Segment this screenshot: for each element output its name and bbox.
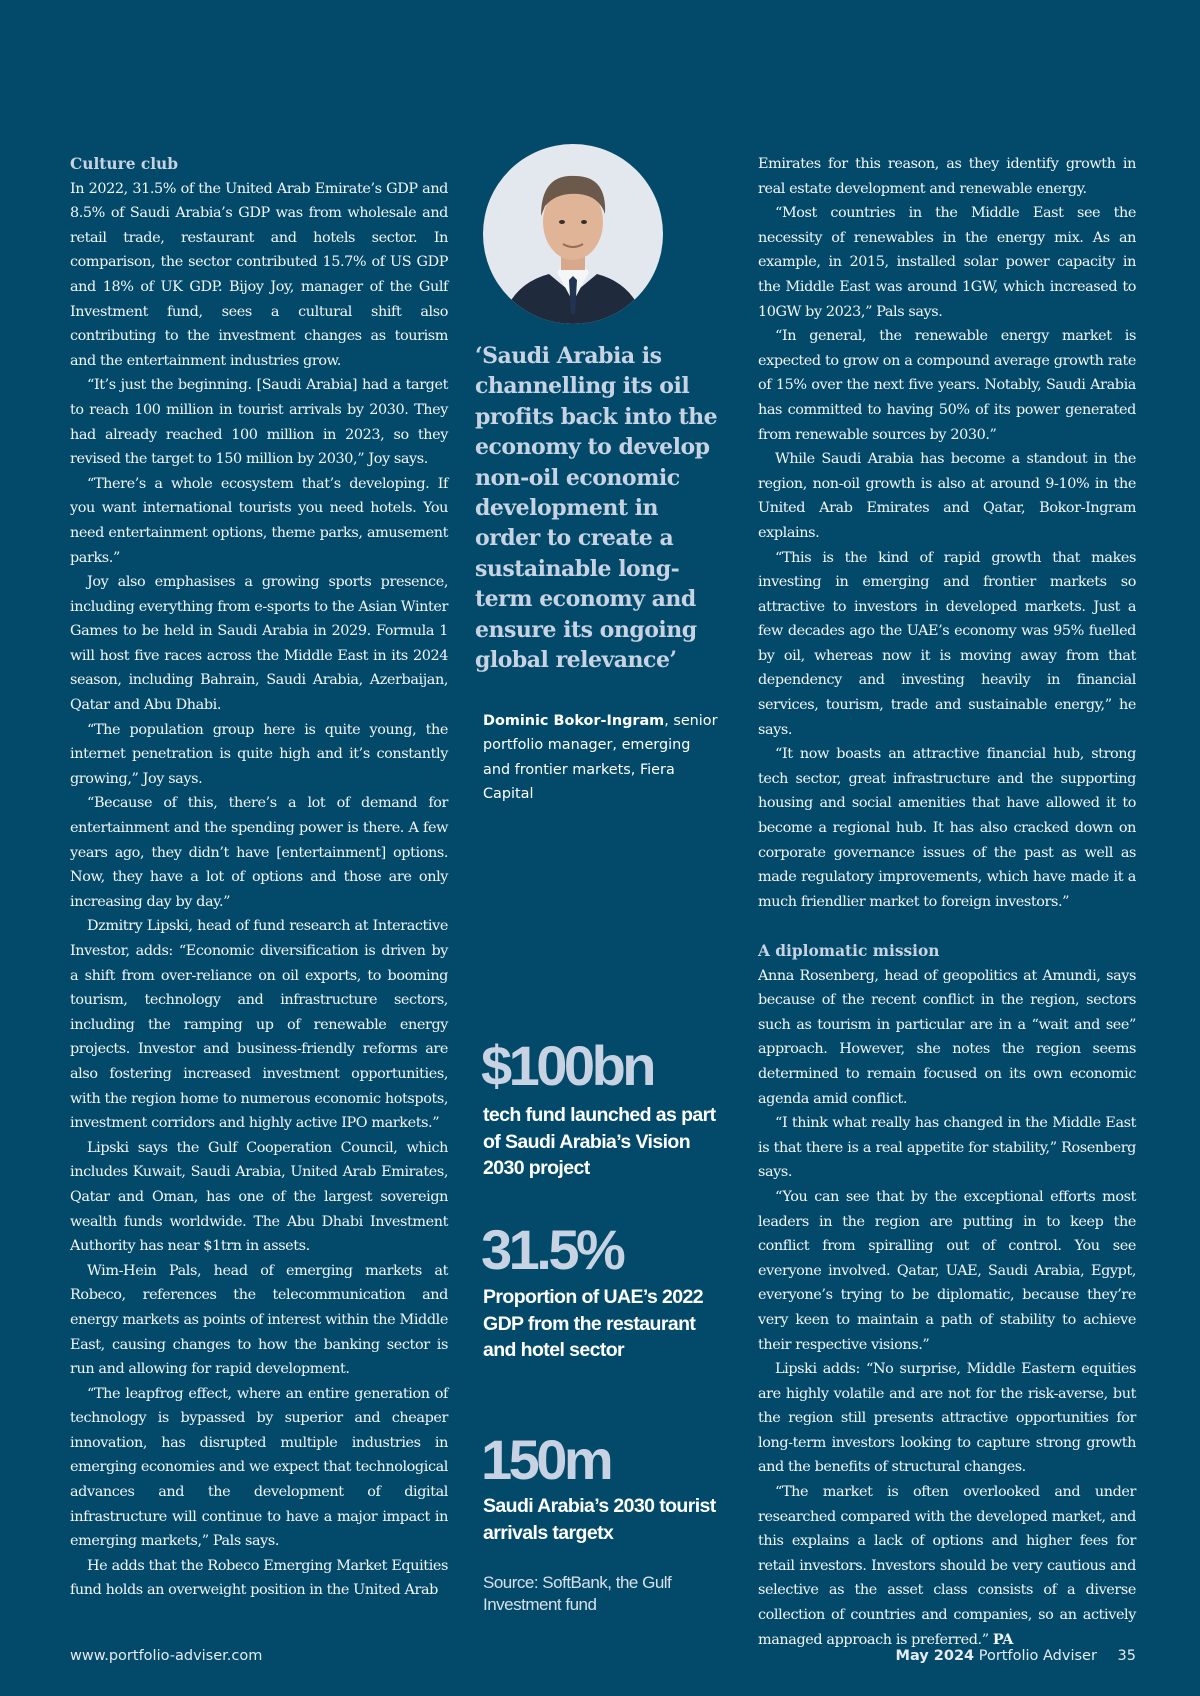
footer-publication: Portfolio Adviser [978,1648,1097,1664]
body-paragraph: Dzmitry Lipski, head of fund research at Interactive Investor, adds: “Economic diversification is driven by a shift from over-reliance on oil exports, to booming tourism, technology and infrastructure sectors, including the ramping up of renewable energy projects. Investor and business-friendly reforms are also fostering increased investment opportunities, with the region home to numerous economic hotspots, investment corridors and highly active IPO markets.” [70,918,448,1132]
body-paragraph: While Saudi Arabia has become a standout in the region, non-oil growth is also at around 9-10% in the United Arab Emirates and Qatar, Bokor-Ingram explains. [758,451,1136,541]
section-heading-culture-club: Culture club [70,155,179,173]
footer-date: May 2024 [895,1648,975,1664]
portrait-photo [483,144,663,324]
stat-label: tech fund launched as part of Saudi Arabia’s Vision 2030 project [483,1104,716,1179]
footer-url[interactable]: www.portfolio-adviser.com [70,1648,263,1664]
body-paragraph: “It’s just the beginning. [Saudi Arabia] had a target to reach 100 million in tourist arrivals by 2030. They had already reached 100 million in 2023, so they revised the target to 150 million by 2030,” Joy says. [70,377,448,468]
body-paragraph: Lipski says the Gulf Cooperation Council, which includes Kuwait, Saudi Arabia, United Arab Emirates, Qatar and Oman, has one of the largest sovereign wealth funds worldwide. The Abu Dhabi Investment Authority has near $1trn in assets. [70,1139,448,1255]
body-paragraph: “The population group here is quite young, the internet penetration is quite high and it’s constantly growing,” Joy says. [70,721,448,787]
body-paragraph: “There’s a whole ecosystem that’s developing. If you want international tourists you need hotels. You need entertainment options, theme parks, amusement parks.” [70,475,448,566]
section-heading-diplomatic-mission: A diplomatic mission [758,942,940,960]
body-paragraph: Wim-Hein Pals, head of emerging markets at Robeco, references the telecommunication and energy markets as points of interest within the Middle East, causing changes to how the banking sector is run and allowing for rapid development. [70,1262,448,1378]
body-paragraph: Emirates for this reason, as they identify growth in real estate development and renewable energy. [758,156,1136,197]
body-paragraph: “Most countries in the Middle East see the necessity of renewables in the energy mix. As an example, in 2015, installed solar power capacity in the Middle East was around 1GW, which increased to 10GW by 2023,” Pals says. [758,205,1136,320]
page-number: 35 [1117,1648,1136,1664]
pull-quote: ‘Saudi Arabia is channelling its oil profits back into the economy to develop non-oil economic development in order to create a sustainable long-term economy and ensure its ongoing global relevance’ [475,343,718,674]
body-paragraph: Joy also emphasises a growing sports presence, including everything from e-sports to the Asian Winter Games to be held in Saudi Arabia in 2029. Formula 1 will host five races across the Middle East in its 2024 season, including Bahrain, Saudi Arabia, Azerbaijan, Qatar and Abu Dhabi. [70,574,448,714]
body-paragraph: Lipski adds: “No surprise, Middle Eastern equities are highly volatile and are not for the risk-averse, but the region still presents attractive opportunities for long-term investors looking to capture strong growth and the benefits of structural changes. [758,1361,1136,1476]
body-paragraph: He adds that the Robeco Emerging Market Equities fund holds an overweight position in the United Arab [70,1557,448,1599]
left-column [70,152,448,1603]
final-paragraph-text: “The market is often overlooked and under researched compared with the developed market, and this explains a lack of options and higher fees for retail investors. Investors should be very cautious and selective as the asset class consists of a diverse collection of countries and companies, so an actively managed approach is preferred.” [758,1484,1136,1648]
end-mark: PA [992,1630,1013,1648]
right-column [758,152,1136,1652]
body-paragraph: “I think what really has changed in the Middle East is that there is a real appetite for stability,” Rosenberg says. [758,1115,1136,1181]
section-gap [758,914,1136,939]
attribution-role: , senior portfolio manager, emerging and frontier markets, Fiera Capital [483,713,718,802]
stat-value: $100bn [481,1034,653,1097]
body-paragraph: “The leapfrog effect, where an entire generation of technology is bypassed by superior and cheaper innovation, has disrupted multiple industries in emerging economies and we expect that technological advances and the development of digital infrastructure will continue to have a major impact in emerging markets,” Pals says. [70,1385,448,1550]
body-paragraph: “In general, the renewable energy market is expected to grow on a compound average growth rate of 15% over the next five years. Notably, Saudi Arabia has committed to having 50% of its power generated from renewable sources by 2030.” [758,328,1136,443]
body-paragraph [758,1480,1136,1652]
attribution-name: Dominic Bokor-Ingram [483,713,665,729]
body-paragraph: In 2022, 31.5% of the United Arab Emirate’s GDP and 8.5% of Saudi Arabia’s GDP was from wholesale and retail trade, restaurant and hotels sector. In comparison, the sector contributed 15.7% of US GDP and 18% of UK GDP. Bijoy Joy, manager of the Gulf Investment fund, sees a cultural shift also contributing to the investment changes as tourism and the entertainment industries grow. [70,180,448,369]
footer-issue [896,1648,1136,1664]
body-paragraph: Anna Rosenberg, head of geopolitics at Amundi, says because of the recent conflict in the region, sectors such as tourism in particular are in a “wait and see” approach. However, she notes the region seems determined to remain focused on its own economic agenda amid conflict. [758,967,1136,1107]
body-paragraph: “You can see that by the exceptional efforts most leaders in the region are putting in to keep the conflict from spiralling out of control. You see everyone involved. Qatar, UAE, Saudi Arabia, Egypt, everyone’s trying to be diplomatic, because they’re very keen to maintain a path of stability to achieve their respective visions.” [758,1188,1136,1353]
quote-attribution [483,709,718,806]
body-paragraph: “This is the kind of rapid growth that makes investing in emerging and frontier markets so attractive to investors in developed markets. Just a few decades ago the UAE’s economy was 95% fuelled by oil, whereas now it is moving away from that dependency and investing heavily in financial services, tourism, trade and sustainable energy,” he says. [758,549,1136,738]
stats-source: Source: SoftBank, the Gulf Investment fund [483,1573,672,1614]
body-paragraph: “Because of this, there’s a lot of demand for entertainment and the spending power is there. A few years ago, they didn’t have [entertainment] options. Now, they have a lot of options and those are only increasing day by day.” [70,795,448,910]
stat-label: Proportion of UAE’s 2022 GDP from the restaurant and hotel sector [483,1286,704,1361]
stat-label: Saudi Arabia’s 2030 tourist arrivals targetx [483,1495,716,1544]
stat-value: 150m [481,1428,611,1491]
stat-value: 31.5% [481,1218,623,1281]
body-paragraph: “It now boasts an attractive financial hub, strong tech sector, great infrastructure and the supporting housing and social amenities that have allowed it to become a regional hub. It has also cracked down on corporate governance issues of the past as well as made regulatory improvements, which have made it a much friendlier market to foreign investors.” [758,746,1136,910]
